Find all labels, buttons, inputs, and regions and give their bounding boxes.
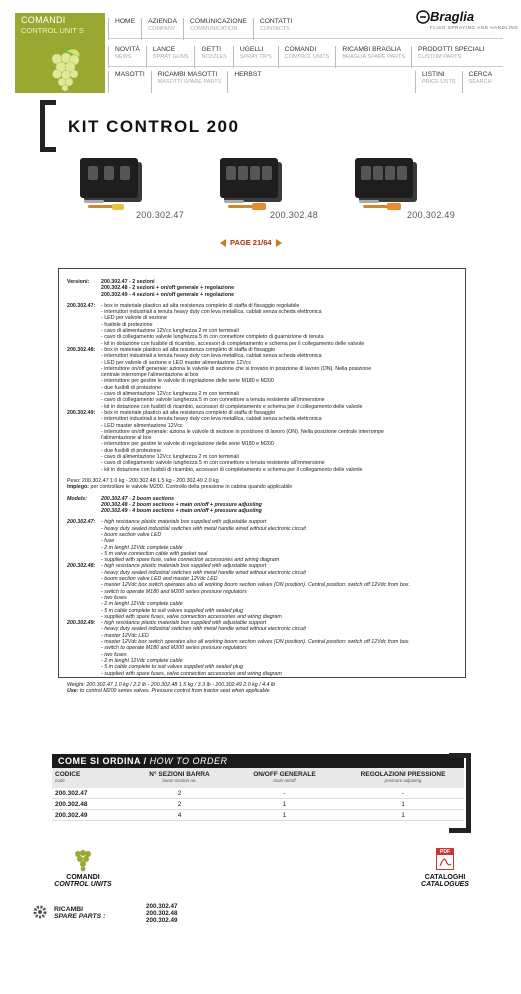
nav-sublabel: SPRAY GUNS [152,54,189,60]
spec-text: - interruttore on/off generale: aziona le valvole di sezione che si trovano in posizione di lavoro (ON). Nella posizione [101,365,372,372]
nav-sublabel: CONTACTS [259,26,290,32]
order-table-header [52,768,464,788]
spec-code: 200.302.49: [67,409,96,416]
spec-text: - LED per valvole di sezione e LED master alimentazione 12Vcc [101,359,252,366]
utility-nav [415,71,498,93]
nav-label: MASOTTI [115,71,145,78]
nav-sublabel: SEARCH [468,79,492,85]
spec-text: - master 12Vdc box switch operates also all working boom section valves (ON position). Central position: switch off 12Vdc from box. [101,582,410,589]
nav-label: NOVITÀ [115,46,140,53]
spec-text: - 2 m lenght 12Vdc complete cable [101,601,183,608]
spec-text: - high resistance plastic materials box supplied with adjustable support [101,620,267,627]
nav-item-herbst[interactable] [227,71,267,93]
spec-text: - fuse [101,538,115,545]
nav-sublabel: COMMUNICATION [190,26,238,32]
spec-text: - interruttori industriali a tenuta heavy duty con leva metallica, cablati senza scheda elettronica [101,416,322,423]
spec-text: - cavo di alimentazione 12Vcc lunghezza 2 m con terminali [101,328,239,335]
product-code: 200.302.48 [270,210,319,220]
cell-code: 200.302.48 [55,801,88,808]
nav-sublabel: PRICE LISTS [422,79,456,85]
grapes-icon [45,45,85,91]
pager [220,238,282,247]
spec-text: - heavy duty sealed industrial switches with metal handle wired without electronic circuit [101,626,306,633]
cell-pressure: 1 [401,801,405,808]
order-table [52,768,464,821]
spec-text: - supplied with spare fuses, valve connection accessories and wiring diagram [101,613,282,620]
models-list [101,496,262,515]
spec-text: - kit in dotazione con fusibili di ricambio, accessori di completamento e schema per il collegamento delle valvole [101,403,363,410]
header-pressure: REGOLAZIONI PRESSIONE pressure adjusting [360,771,446,783]
spec-text: - interruttori industriali a tenuta heavy duty con leva metallica, cablati senza scheda elettronica [101,309,322,316]
control-box [220,158,278,198]
nav-item-home[interactable] [108,18,141,40]
control-box [80,158,138,198]
cell-sections: 4 [177,812,182,819]
order-title [52,754,464,768]
nav-item-ricambi-masotti[interactable] [151,71,228,93]
nav-item-comunicazione[interactable] [183,18,253,40]
spec-text: l'alimentazione al box [101,435,152,442]
spec-text: - interruttore per gestire le valvole di regolazione delle serie M180 e M200 [101,441,274,448]
nav-label: GETTI [201,46,222,53]
models-label: Models: [67,495,88,502]
nav-item-getti[interactable] [194,46,232,68]
nav-sublabel: BRAGLIA SPARE PARTS [342,54,406,60]
nav-item-comandi[interactable] [278,46,336,68]
nav-label: PRODOTTI SPECIALI [418,46,485,53]
spec-text: - supplied with spare fuses, valve connection accessories and wiring diagram [101,670,282,677]
version-line: 200.302.49 - 4 sezioni + on/off generale + regolazione [101,291,235,298]
nav-sublabel: CUSTOM PARTS [418,54,462,60]
product-image-1[interactable] [60,158,200,223]
model-line: 200.302.48 - 2 boom sections + main on/off + pressure adjusting [101,501,262,508]
model-line: 200.302.47 - 2 boom sections [101,495,175,502]
section-brand-box[interactable] [15,13,105,93]
spec-text: - switch to operate M180 and M200 series pressure regulators [101,645,247,652]
spec-code: 200.302.47: [67,519,96,526]
spec-text: - interruttore on/off generale: aziona le valvole di sezione in posizione di lavoro (ON). Nella posizione centrale interrompe [101,428,384,435]
nav-item-lance[interactable] [146,46,195,68]
page-title: KIT CONTROL 200 [68,117,240,136]
logo-tagline: FLUID SPRAYING AND HANDLING [430,25,519,30]
spec-text: - 2 m lenght 12Vdc complete cable [101,544,183,551]
spec-text: - 5 m valve connection cable with gasket seal [101,550,208,557]
spec-text: - heavy duty sealed industrial switches with metal handle wired without electronic circuit [101,525,306,532]
spec-text: - two fuses [101,594,127,601]
nav-label: RICAMBI MASOTTI [157,71,218,78]
nav-divider [108,66,503,67]
prev-page-icon[interactable] [220,239,226,247]
spec-text: - LED per valvole di sezione [101,315,167,322]
nav-sublabel: NEWS [115,54,132,60]
spec-text: - 5 m cable complete to suit valves supplied with sealed plug [101,607,243,614]
nav-item-listini[interactable] [415,71,462,93]
product-description [58,268,466,695]
spec-text: - cavo di collegamento valvole lunghezza 5 m con connettore a tenuta resistente all'immersione [101,460,325,467]
weight-en: Weight: 200.302.47 1.0 kg / 2.2 lb - 200.302.48 1.5 kg / 3.3 lb - 200.302.49 2.0 kg / 4.4 lb [67,681,276,688]
spec-text: - boom section valve LED and master 12Vdc LED [101,576,218,583]
version-line: 200.302.48 - 2 sezioni + on/off generale + regolazione [101,285,235,292]
spec-text: - boom section valve LED [101,531,162,538]
nav-label: CERCA [468,71,493,78]
spec-text: - cavo di collegamento valvole lunghezza 5 m con connettore completo di guarnizione di tenuta [101,334,324,341]
spare-code-link[interactable]: 200.302.49 [146,917,178,924]
spare-parts-label [54,906,105,920]
nav-sublabel: MASOTTI SPARE PARTS [157,79,222,85]
nav-item-prodotti-speciali[interactable] [411,46,491,68]
use-en-text: to control M200 series valves. Pressure control from tractor seat when applicable [78,688,270,695]
spec-code [67,671,101,677]
nav-sublabel: SPRAY TIPS [239,54,272,60]
gear-icon [32,904,48,920]
spec-text: - switch to operate M180 and M200 series pressure regulators [101,588,247,595]
spec-text: - cavo di alimentazione 12Vcc lunghezza 2 m con terminali [101,391,239,398]
spec-text: - master 12Vdc LED [101,632,149,639]
use-en-label: Use: [67,688,79,695]
brand-title: COMANDI [21,15,66,25]
model-line: 200.302.49 - 4 boom sections + main on/off + pressure adjusting [101,508,262,515]
spec-text: - interruttore per gestire le valvole di regolazione delle serie M180 e M200 [101,378,274,385]
spec-text: - cavo di alimentazione 12Vcc lunghezza 2 m con terminali [101,454,239,461]
spec-code: 200.302.48: [67,563,96,570]
nav-label: LISTINI [422,71,445,78]
nav-item-azienda[interactable] [141,18,183,40]
spec-text: - kit in dotazione con fusibile di ricambio, accessori di completamento e schema per il collegamento delle valvole [101,340,365,347]
products-nav [108,46,491,68]
brand-subtitle: CONTROL UNIT S [21,26,84,35]
cell-sections: 2 [177,801,182,808]
version-line: 200.302.47 - 2 sezioni [101,279,155,285]
product-code: 200.302.47 [136,210,185,220]
spec-text: - heavy duty sealed industrial switches with metal handle wired without electronic circuit [101,569,306,576]
nav-item-ricambi-braglia[interactable] [335,46,411,68]
nav-label: COMANDI [284,46,317,53]
control-units-link[interactable] [42,874,124,888]
nav-label: UGELLI [239,46,264,53]
next-page-icon[interactable] [276,239,282,247]
spec-text: - high resistance plastic materials box supplied with adjustable support [101,519,267,526]
control-units-label: CONTROL UNITS [54,881,112,888]
order-title-it: COME SI ORDINA / [58,756,150,766]
nav-label: LANCE [152,46,176,53]
spec-text: - box in materiale plastico ad alta resistenza completo di staffa di fissaggio regolabile [101,302,300,309]
order-title-en: HOW TO ORDER [149,756,228,766]
versions-list [101,279,234,298]
nav-item-ugelli[interactable] [233,46,278,68]
spec-code [67,467,101,473]
versions-row [67,279,457,298]
site-header [0,0,521,95]
nav-item-masotti[interactable] [108,71,151,93]
nav-divider [108,38,503,39]
grapes-icon[interactable] [72,848,94,872]
nav-label: CONTATTI [259,18,293,25]
cell-onoff: 1 [282,801,287,808]
spare-parts-text: SPARE PARTS : [54,913,106,920]
spec-text: centrale interrompe l'alimentazione al box [101,372,199,379]
weight-it: Peso: 200.302.47 1.0 kg - 200.302.48 1.5 kg - 200.302.49 2.0 kg [67,477,219,484]
catalogues-link[interactable] [410,874,480,888]
cell-code: 200.302.47 [55,790,88,797]
nav-item-contatti[interactable] [253,18,298,40]
pager-label: PAGE 21/64 [230,238,272,247]
spec-text: - master 12Vdc box switch operates also all working boom section valves (ON position). Central position: switch off 12Vdc from box. [101,639,410,646]
spec-text: - due fusibili di protezione [101,384,162,391]
nav-item-novit-[interactable] [108,46,146,68]
spec-text: - kit in dotazione con fusibili di ricambio, accessori di completamento e schema per il collegamento delle valvole [101,466,363,473]
spec-text: - fusibile di protezione [101,321,153,328]
spare-parts-codes [146,903,178,924]
bracket-right [449,753,471,833]
control-box [355,158,413,198]
cell-onoff: - [283,790,286,797]
spec-text: - two fuses [101,651,127,658]
header-code: CODICE code [55,771,81,783]
nav-label: AZIENDA [148,18,178,25]
versions-label: Versioni: [67,279,90,285]
cell-pressure: - [401,790,405,797]
logo-mark-icon [416,10,430,24]
spec-text: - supplied with spare fuse, valve connection accessories and wiring diagram [101,557,280,564]
spec-text: - interruttori industriali a tenuta heavy duty con leva metallica, cablati senza scheda elettronica [101,353,322,360]
nav-label: COMUNICAZIONE [190,18,247,25]
header-sections: N° SEZIONI BARRA boom section no. [149,771,210,783]
secondary-nav [108,71,267,93]
spec-text: - 5 m cable complete to suit valves supplied with sealed plug [101,664,243,671]
product-image-2[interactable] [200,158,340,223]
nav-item-cerca[interactable] [462,71,498,93]
cell-sections: 2 [177,790,182,797]
product-code: 200.302.49 [407,210,456,220]
spare-code-link[interactable]: 200.302.47 [146,903,178,910]
spec-code: 200.302.47: [67,302,96,309]
top-nav [108,18,298,40]
spec-text: - high resistance plastic materials box supplied with adjustable support [101,563,267,570]
nav-sublabel: NOZZLES [201,54,227,60]
spec-text: - due fusibili di protezione [101,447,162,454]
spare-code-link[interactable]: 200.302.48 [146,910,178,917]
use-it-label: Impiego: [67,484,90,491]
spec-text: - LED master alimentazione 12Vcc [101,422,183,429]
bracket-left [40,100,56,152]
product-image-3[interactable] [335,158,475,223]
cell-code: 200.302.49 [55,812,88,819]
logo-name: Braglia [430,9,475,24]
spec-code: 200.302.48: [67,346,96,353]
nav-label: HOME [115,18,136,25]
spec-text: - box in materiale plastico ad alta resistenza completo di staffa di fissaggio [101,409,275,416]
nav-label: RICAMBI BRAGLIA [342,46,402,53]
spec-text: - box in materiale plastico ad alta resistenza completo di staffa di fissaggio [101,346,275,353]
comandi-label: COMANDI [66,874,100,881]
table-row [52,788,464,799]
use-it-text: per controllare le valvole M200. Controllo della pressione in cabina quando applicabile [89,484,293,491]
models-row [67,496,457,515]
nav-sublabel: COMPANY [148,26,176,32]
table-row [52,810,464,821]
nav-label: HERBST [234,71,262,78]
cell-pressure: 1 [401,812,405,819]
spec-text: - 2 m lenght 12Vdc complete cable [101,657,183,664]
table-row [52,799,464,810]
cataloghi-label: CATALOGHI [424,874,466,881]
cell-onoff: 1 [282,812,287,819]
pdf-icon-label: PDF [437,849,453,855]
catalogues-label: CATALOGUES [421,881,469,888]
spec-code: 200.302.49: [67,620,96,627]
nav-sublabel: CONTROL UNITS [284,54,330,60]
spec-text: - cavo di collegamento valvole lunghezza 5 m con connettore a tenuta resistente all'immersione [101,397,325,404]
header-onoff: ON/OFF GENERALE main on/off [253,771,316,783]
use-en [67,688,457,694]
ricambi-label: RICAMBI [54,906,84,913]
pdf-icon[interactable] [436,848,454,870]
